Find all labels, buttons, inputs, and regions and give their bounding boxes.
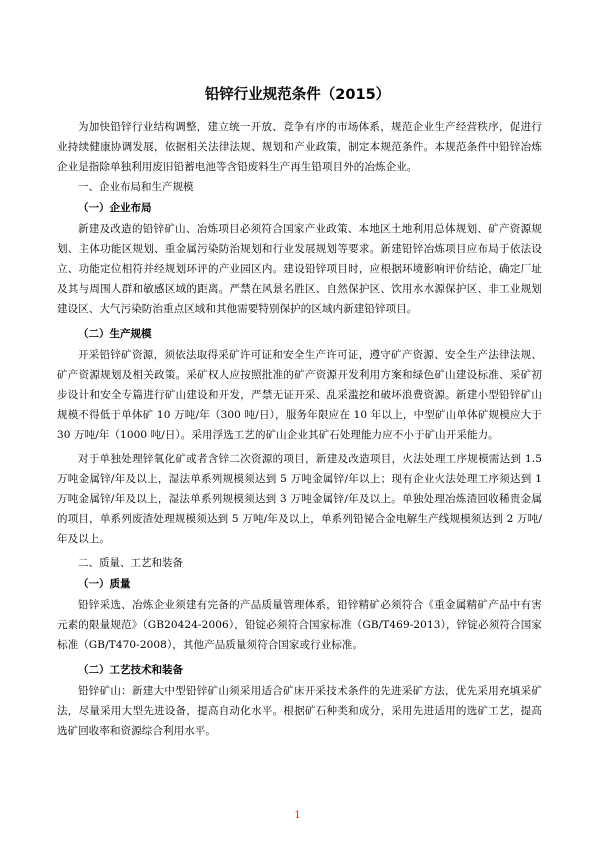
page-number: 1 <box>294 810 301 821</box>
subsection-heading-layout: （一）企业布局 <box>78 202 152 214</box>
document-body <box>57 117 542 741</box>
scale-paragraph-mining: 开采铅锌矿资源，须依法取得采矿许可证和安全生产许可证，遵守矿产资源、安全生产法律法规、矿产资源规划及相关政策。采矿权人应按照批准的矿产资源开发利用方案和绿色矿山建设标准、采矿初步设计和安全专篇进行矿山建设和开发，严禁无证开采、乱采滥挖和破坏浪费资源。新建小型铅锌矿山规模不得低于单体矿 10 万吨/年（300 吨/日），服务年限应在 10 年以上，中型矿山单体矿规模应大于 30 万吨/年（1000 吨/日）。采用浮选工艺的矿山企业其矿石处理能力应不小于矿山开采能力。 <box>57 349 542 441</box>
subsection-heading-technology: （二）工艺技术和装备 <box>78 664 183 676</box>
scale-paragraph-processing: 对于单独处理锌氧化矿或者含锌二次资源的项目，新建及改造项目，火法处理工序规模需达到 1.5 万吨金属锌/年及以上，湿法单系列规模须达到 5 万吨金属锌/年以上；现有企业火法处理工序须达到 1 万吨金属锌/年及以上，湿法单系列规模须达到 3 万吨金属锌/年及以上。单独处理冶炼渣回收稀贵金属的项目，单系列废渣处理规模须达到 5 万吨/年及以上，单系列铅铋合金电解生产线规模须达到 2 万吨/年及以上。 <box>57 453 542 545</box>
subsection-heading-scale: （二）生产规模 <box>78 328 152 340</box>
document-title: 铅锌行业规范条件（2015） <box>204 87 391 103</box>
section-heading-layout-scale: 一、企业布局和生产规模 <box>78 181 194 193</box>
subsection-heading-quality: （一）质量 <box>78 578 131 590</box>
layout-paragraph: 新建及改造的铅锌矿山、冶炼项目必须符合国家产业政策、本地区土地利用总体规划、矿产资源规划、主体功能区规划、重金属污染防治规划和行业发展规划等要求。新建铅锌冶炼项目应布局于依法设立、功能定位相符并经规划环评的产业园区内。建设铅锌项目时，应根据环境影响评价结论，确定厂址及其与周围人群和敏感区域的距离。严禁在风景名胜区、自然保护区、饮用水水源保护区、非工业规划建设区、大气污染防治重点区域和其他需要特别保护的区域内新建铅锌项目。 <box>57 223 542 315</box>
section-heading-quality: 二、质量、工艺和装备 <box>78 557 183 569</box>
intro-paragraph: 为加快铅锌行业结构调整，建立统一开放、竞争有序的市场体系，规范企业生产经营秩序，促进行业持续健康协调发展，依据相关法律法规、规划和产业政策，制定本规范条件。本规范条件中铅锌冶炼企业是指除单独利用废旧铅蓄电池等含铅废料生产再生铅项目外的冶炼企业。 <box>57 121 542 173</box>
technology-paragraph: 铅锌矿山：新建大中型铅锌矿山须采用适合矿床开采技术条件的先进采矿方法，优先采用充填采矿法，尽量采用大型先进设备，提高自动化水平。根据矿石种类和成分，采用先进适用的选矿工艺，提高选矿回收率和资源综合利用水平。 <box>57 685 542 737</box>
quality-paragraph: 铅锌采选、冶炼企业须建有完备的产品质量管理体系，铅锌精矿必须符合《重金属精矿产品中有害元素的限量规范》（GB20424-2006），铅锭必须符合国家标准（GB/T469-2013），锌锭必须符合国家标准（GB/T470-2008），其他产品质量须符合国家或行业标准。 <box>57 599 542 651</box>
